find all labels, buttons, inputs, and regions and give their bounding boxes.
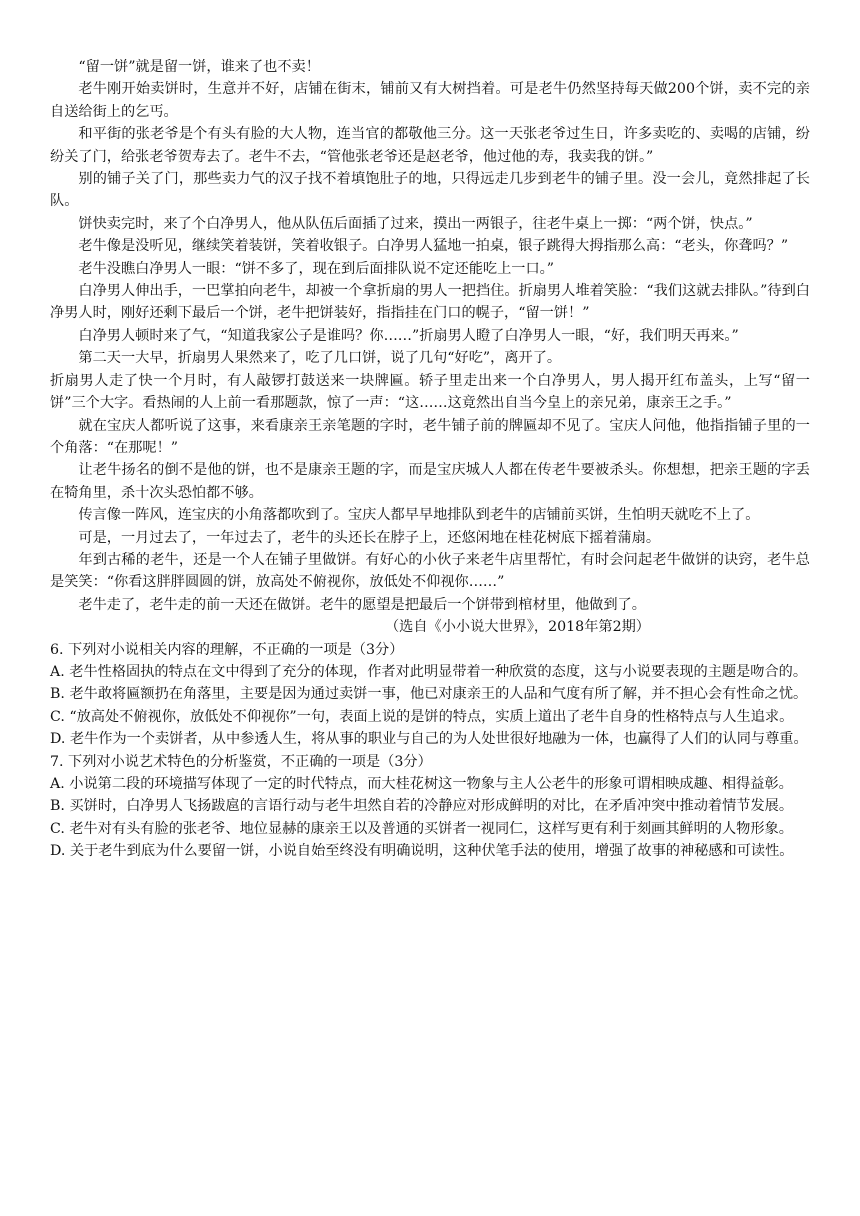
option-d: D. 老牛作为一个卖饼者，从中参透人生，将从事的职业与自己的为人处世很好地融为一体，也赢得了人们的认同与尊重。: [50, 731, 808, 748]
story-paragraph: 别的铺子关了门，那些卖力气的汉子找不着填饱肚子的地，只得远走几步到老牛的铺子里。没一会儿，竟然排起了长队。: [50, 171, 810, 210]
story-paragraph: 和平街的张老爷是个有头有脸的大人物，连当官的都敬他三分。这一天张老爷过生日，许多卖吃的、卖喝的店铺，纷纷关了门，给张老爷贺寿去了。老牛不去，“管他张老爷还是赵老爷，他过他的寿，我卖我的饼。”: [50, 126, 810, 165]
story-paragraph: 老牛像是没听见，继续笑着装饼，笑着收银子。白净男人猛地一拍桌，银子跳得大拇指那么高：“老头，你聋吗？”: [78, 238, 789, 255]
story-paragraph: 折扇男人走了快一个月时，有人敲锣打鼓送来一块牌匾。轿子里走出来一个白净男人，男人揭开红布盖头，上写“留一饼”三个大字。看热闹的人上前一看那题款，惊了一声：“这……这竟然出自当今皇上的亲兄弟，康亲王之手。”: [50, 372, 810, 412]
story-paragraph: 传言像一阵风，连宝庆的小角落都吹到了。宝庆人都早早地排队到老牛的店铺前买饼，生怕明天就吃不上了。: [78, 507, 760, 524]
story-paragraph: “留一饼”就是留一饼，谁来了也不卖！: [78, 59, 320, 75]
story-paragraph: 老牛刚开始卖饼时，生意并不好，店铺在街末，铺前又有大树挡着。可是老牛仍然坚持每天做200个饼，卖不完的亲自送给街上的乞丐。: [50, 81, 810, 120]
story-text: [50, 56, 810, 616]
story-paragraph: 可是，一月过去了，一年过去了，老牛的头还长在脖子上，还悠闲地在桂花树底下摇着蒲扇。: [78, 529, 661, 546]
story-paragraph: 让老牛扬名的倒不是他的饼，也不是康亲王题的字，而是宝庆城人人都在传老牛要被杀头。你想想，把亲王题的字丢在犄角里，杀十次头恐怕都不够。: [50, 462, 810, 501]
story-paragraph: 饼快卖完时，来了个白净男人，他从队伍后面插了过来，摸出一两银子，往老牛桌上一掷：“两个饼，快点。”: [78, 215, 753, 232]
story-paragraph: 年到古稀的老牛，还是一个人在铺子里做饼。有好心的小伙子来老牛店里帮忙，有时会问起老牛做饼的诀窍，老牛总是笑笑：“你看这胖胖圆圆的饼，放高处不俯视你，放低处不仰视你……”: [50, 551, 810, 591]
option-c: C. 老牛对有头有脸的张老爷、地位显赫的康亲王以及普通的买饼者一视同仁，这样写更有利于刻画其鲜明的人物形象。: [50, 820, 793, 837]
option-a: A. 老牛性格固执的特点在文中得到了充分的体现，作者对此明显带着一种欣赏的态度，这与小说要表现的主题是吻合的。: [50, 663, 808, 680]
option-a: A. 小说第二段的环境描写体现了一定的时代特点，而大桂花树这一物象与主人公老牛的形象可谓相映成趣、相得益彰。: [50, 776, 793, 792]
option-c: C. “放高处不俯视你，放低处不仰视你”一句，表面上说的是饼的特点，实质上道出了老牛自身的性格特点与人生追求。: [50, 708, 794, 725]
story-paragraph: 老牛走了，老牛走的前一天还在做饼。老牛的愿望是把最后一个饼带到棺材里，他做到了。: [78, 596, 646, 613]
question-stem: 6. 下列对小说相关内容的理解，不正确的一项是（3分）: [50, 641, 404, 658]
question-6: [50, 639, 810, 751]
source-citation: （选自《小小说大世界》，2018年第2期）: [384, 619, 650, 636]
story-paragraph: 白净男人伸出手，一巴掌拍向老牛，却被一个拿折扇的男人一把挡住。折扇男人堆着笑脸：“我们这就去排队。”待到白净男人时，刚好还剩下最后一个饼，老牛把饼装好，指指挂在门口的幌子，“留一饼！”: [50, 283, 810, 322]
story-paragraph: 老牛没瞧白净男人一眼：“饼不多了，现在到后面排队说不定还能吃上一口。”: [78, 260, 554, 277]
option-b: B. 老牛敢将匾额扔在角落里，主要是因为通过卖饼一事，他已对康亲王的人品和气度有所了解，并不担心会有性命之忧。: [50, 686, 808, 703]
story-paragraph: 第二天一大早，折扇男人果然来了，吃了几口饼，说了几句“好吃”，离开了。: [78, 350, 562, 367]
option-b: B. 买饼时，白净男人飞扬跋扈的言语行动与老牛坦然自若的冷静应对形成鲜明的对比，在矛盾冲突中推动着情节发展。: [50, 798, 794, 815]
story-paragraph: 就在宝庆人都听说了这事，来看康亲王亲笔题的字时，老牛铺子前的牌匾却不见了。宝庆人问他，他指指铺子里的一个角落：“在那呢！”: [50, 417, 810, 456]
option-d: D. 关于老牛到底为什么要留一饼，小说自始至终没有明确说明，这种伏笔手法的使用，增强了故事的神秘感和可读性。: [50, 843, 794, 860]
question-7: [50, 751, 810, 863]
story-paragraph: 白净男人顿时来了气，“知道我家公子是谁吗？你……”折扇男人瞪了白净男人一眼，“好，我们明天再来。”: [78, 327, 739, 344]
question-stem: 7. 下列对小说艺术特色的分析鉴赏，不正确的一项是（3分）: [50, 753, 432, 770]
